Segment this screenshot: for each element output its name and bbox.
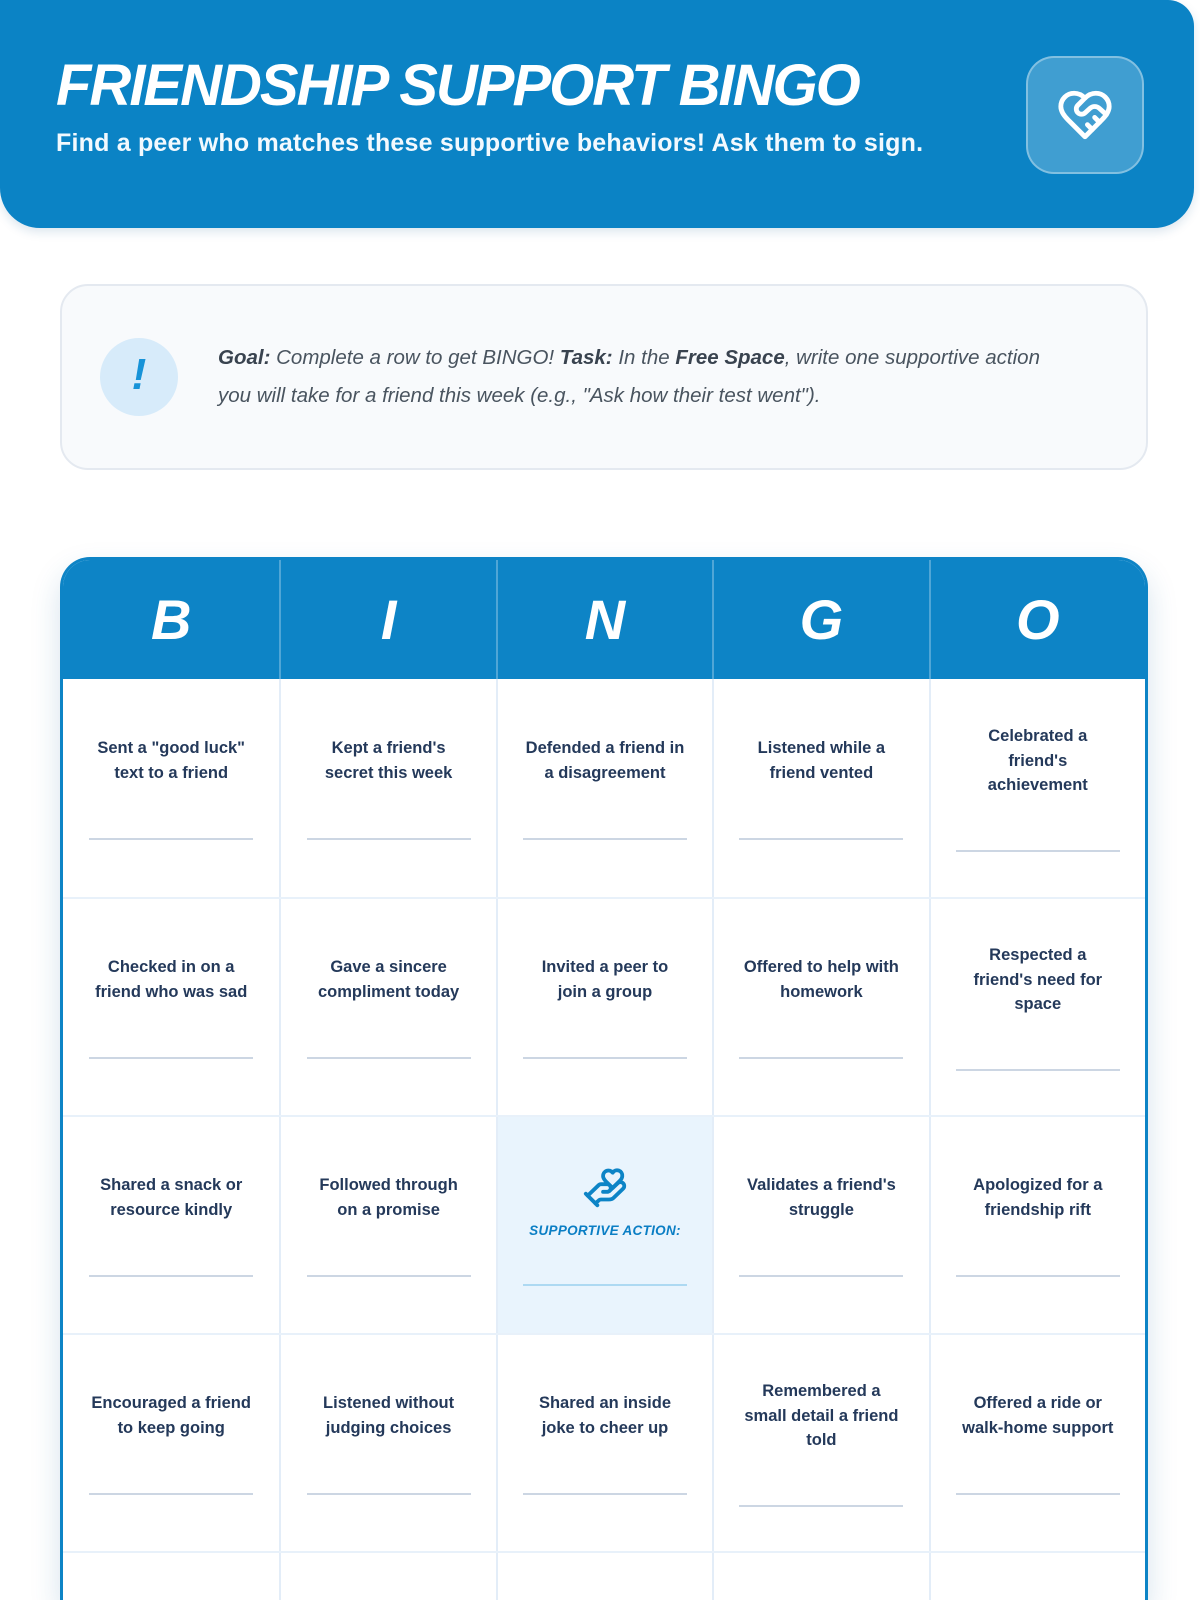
free-space-write-line[interactable] — [523, 1284, 687, 1286]
bingo-cell — [712, 899, 928, 1115]
bingo-cell — [929, 679, 1145, 897]
instructions-box — [60, 284, 1148, 470]
signature-line[interactable] — [89, 1493, 253, 1495]
bingo-cell-text: Checked in on a friend who was sad — [95, 958, 248, 1001]
bingo-cell — [712, 1117, 928, 1333]
task-pre: In the — [618, 346, 670, 370]
bingo-cell-text: Followed through on a promise — [319, 1176, 458, 1219]
page-header — [0, 0, 1194, 228]
signature-line[interactable] — [739, 1275, 903, 1277]
bingo-cell-text: Sent a "good luck" text to a friend — [97, 739, 246, 782]
bingo-cell — [712, 1553, 928, 1600]
bingo-cell — [929, 1553, 1145, 1600]
hand-heart-icon — [582, 1165, 628, 1211]
bingo-cell-text: Offered to help with homework — [743, 958, 899, 1001]
header-icon-box — [1026, 56, 1144, 174]
bingo-cell-text: Respected a friend's need for space — [973, 945, 1103, 1014]
bingo-cell-text: Listened while a friend vented — [757, 739, 886, 782]
bingo-cell-text: Defended a friend in a disagreement — [525, 739, 685, 782]
bingo-cell — [712, 1335, 928, 1551]
signature-line[interactable] — [956, 850, 1120, 852]
bingo-cell-text: Invited a peer to join a group — [541, 958, 669, 1001]
bingo-cell-text: Offered a ride or walk-home support — [962, 1394, 1114, 1437]
bingo-cell — [63, 1553, 279, 1600]
bingo-cell — [63, 899, 279, 1115]
signature-line[interactable] — [307, 1493, 471, 1495]
bingo-cell-text: Gave a sincere compliment today — [318, 958, 460, 1001]
bingo-cell-text: Kept a friend's secret this week — [324, 739, 453, 782]
bingo-cell-text: Listened without judging choices — [323, 1394, 455, 1437]
bingo-cell-text: Apologized for a friendship rift — [973, 1176, 1103, 1219]
bingo-letter-b: B — [150, 588, 192, 651]
free-space-cell — [496, 1117, 712, 1333]
task-post: , write one supportive action you will take for a friend this week (e.g., "Ask how their test went"). — [218, 346, 1040, 407]
bingo-cell — [712, 679, 928, 897]
goal-text: Complete a row to get BINGO! — [276, 346, 555, 370]
bingo-row-3 — [63, 1115, 1145, 1333]
signature-line[interactable] — [523, 1493, 687, 1495]
exclamation-icon — [100, 338, 178, 416]
bingo-cell — [929, 1117, 1145, 1333]
signature-line[interactable] — [523, 1057, 687, 1059]
bingo-cell — [929, 1335, 1145, 1551]
bingo-letter-n: N — [496, 560, 712, 679]
free-space-ref: Free Space — [675, 346, 785, 370]
bingo-cell — [496, 1553, 712, 1600]
bingo-cell — [279, 1553, 495, 1600]
task-label: Task: — [559, 346, 613, 370]
bingo-cell — [279, 899, 495, 1115]
bingo-letter-o: O — [929, 560, 1145, 679]
goal-label: Goal: — [218, 346, 271, 370]
bingo-cell-text: Shared a snack or resource kindly — [100, 1176, 243, 1219]
signature-line[interactable] — [307, 838, 471, 840]
bingo-row-2 — [63, 897, 1145, 1115]
signature-line[interactable] — [89, 1275, 253, 1277]
free-space-label: SUPPORTIVE ACTION: — [529, 1222, 681, 1238]
signature-line[interactable] — [307, 1275, 471, 1277]
page-title: FRIENDSHIP SUPPORT BINGO — [56, 53, 859, 118]
signature-line[interactable] — [739, 1057, 903, 1059]
bingo-cell — [279, 679, 495, 897]
bingo-cell-text: Shared an inside joke to cheer up — [538, 1394, 671, 1437]
bingo-cell-text: Celebrated a friend's achievement — [987, 726, 1088, 795]
signature-line[interactable] — [739, 1505, 903, 1507]
signature-line[interactable] — [956, 1493, 1120, 1495]
exclamation-glyph: ! — [131, 350, 147, 399]
bingo-cell — [496, 899, 712, 1115]
bingo-row-1 — [63, 679, 1145, 897]
page-subtitle: Find a peer who matches these supportive behaviors! Ask them to sign. — [56, 128, 924, 157]
signature-line[interactable] — [523, 838, 687, 840]
bingo-card — [60, 557, 1148, 1600]
bingo-cell — [496, 679, 712, 897]
bingo-cell — [279, 1117, 495, 1333]
bingo-row-5 — [63, 1551, 1145, 1600]
signature-line[interactable] — [89, 1057, 253, 1059]
bingo-cell — [279, 1335, 495, 1551]
bingo-cell-text: Remembered a small detail a friend told — [744, 1381, 899, 1450]
signature-line[interactable] — [739, 838, 903, 840]
bingo-letter-g: G — [712, 560, 928, 679]
bingo-cell-text: Encouraged a friend to keep going — [91, 1394, 251, 1437]
bingo-cell — [496, 1335, 712, 1551]
bingo-letter-i: I — [279, 560, 495, 679]
bingo-cell — [63, 1335, 279, 1551]
bingo-row-4 — [63, 1333, 1145, 1551]
signature-line[interactable] — [956, 1275, 1120, 1277]
bingo-cell — [929, 899, 1145, 1115]
signature-line[interactable] — [307, 1057, 471, 1059]
bingo-header-row — [63, 560, 1145, 679]
bingo-cell — [63, 1117, 279, 1333]
heart-handshake-icon — [1056, 86, 1114, 144]
bingo-cell — [63, 679, 279, 897]
signature-line[interactable] — [956, 1069, 1120, 1071]
bingo-cell-text: Validates a friend's struggle — [746, 1176, 896, 1219]
instructions-text — [218, 339, 1063, 415]
signature-line[interactable] — [89, 838, 253, 840]
